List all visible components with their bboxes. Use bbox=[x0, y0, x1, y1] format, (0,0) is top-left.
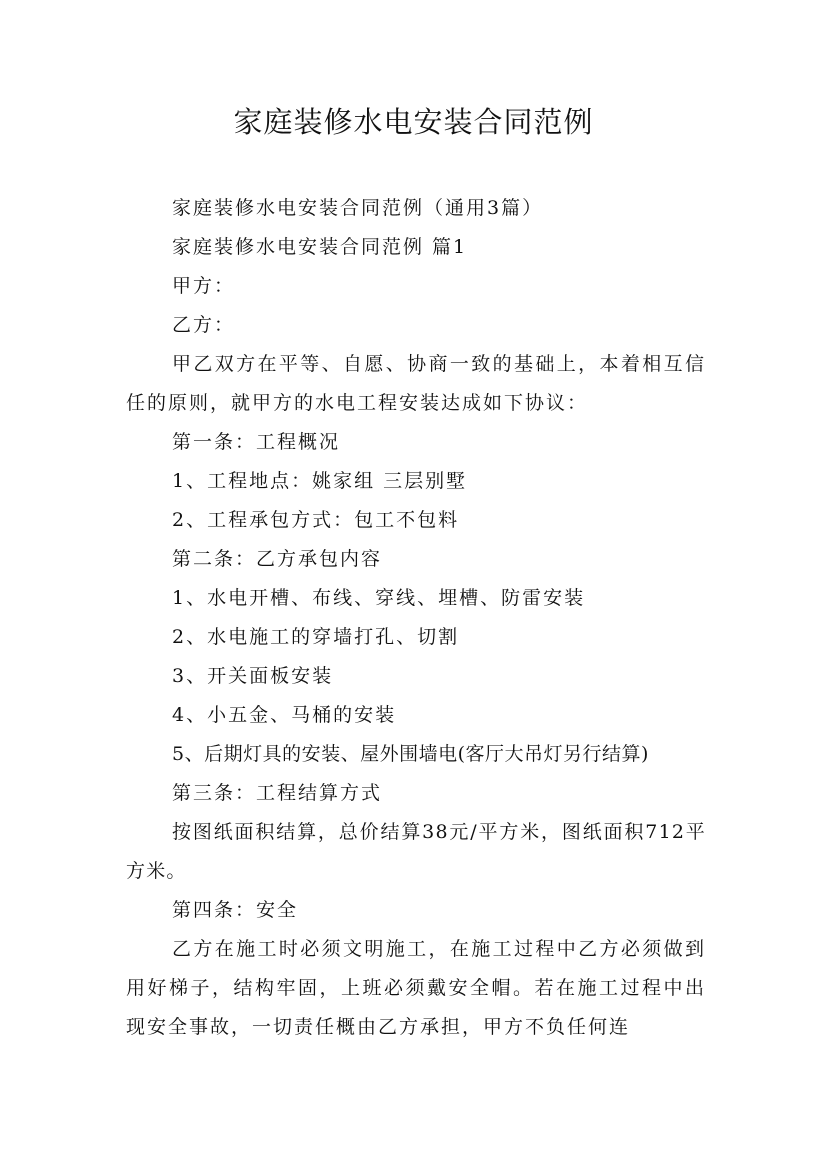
paragraph-item: 4、小五金、马桶的安装 bbox=[172, 704, 397, 726]
paragraph-party-b: 乙方： bbox=[172, 314, 236, 336]
paragraph-article-1: 第一条：工程概况 bbox=[172, 431, 341, 453]
paragraph-article-4: 第四条：安全 bbox=[172, 899, 299, 921]
document-body bbox=[126, 189, 706, 1047]
paragraph-item: 1、水电开槽、布线、穿线、埋槽、防雷安装 bbox=[172, 587, 586, 609]
paragraph-preamble: 甲乙双方在平等、自愿、协商一致的基础上，本着相互信任的原则，就甲方的水电工程安装达成如下协议： bbox=[126, 353, 706, 414]
paragraph-article-2: 第二条：乙方承包内容 bbox=[172, 548, 383, 570]
paragraph-party-a: 甲方： bbox=[172, 275, 236, 297]
paragraph-section-heading: 家庭装修水电安装合同范例 篇1 bbox=[172, 236, 468, 258]
paragraph-item: 3、开关面板安装 bbox=[172, 665, 334, 687]
paragraph-item: 2、水电施工的穿墙打孔、切割 bbox=[172, 626, 460, 648]
paragraph-item: 1、工程地点：姚家组 三层别墅 bbox=[172, 470, 468, 492]
paragraph-settlement: 按图纸面积结算，总价结算38元/平方米，图纸面积712平方米。 bbox=[126, 821, 706, 882]
paragraph-safety: 乙方在施工时必须文明施工，在施工过程中乙方必须做到用好梯子，结构牢固，上班必须戴安全帽。若在施工过程中出现安全事故，一切责任概由乙方承担，甲方不负任何连 bbox=[126, 938, 706, 1038]
paragraph-subtitle: 家庭装修水电安装合同范例（通用3篇） bbox=[172, 197, 544, 219]
paragraph-item: 2、工程承包方式：包工不包料 bbox=[172, 509, 460, 531]
paragraph-article-3: 第三条：工程结算方式 bbox=[172, 782, 383, 804]
document-title: 家庭装修水电安装合同范例 bbox=[233, 105, 594, 139]
paragraph-item: 5、后期灯具的安装、屋外围墙电(客厅大吊灯另行结算) bbox=[172, 743, 649, 765]
